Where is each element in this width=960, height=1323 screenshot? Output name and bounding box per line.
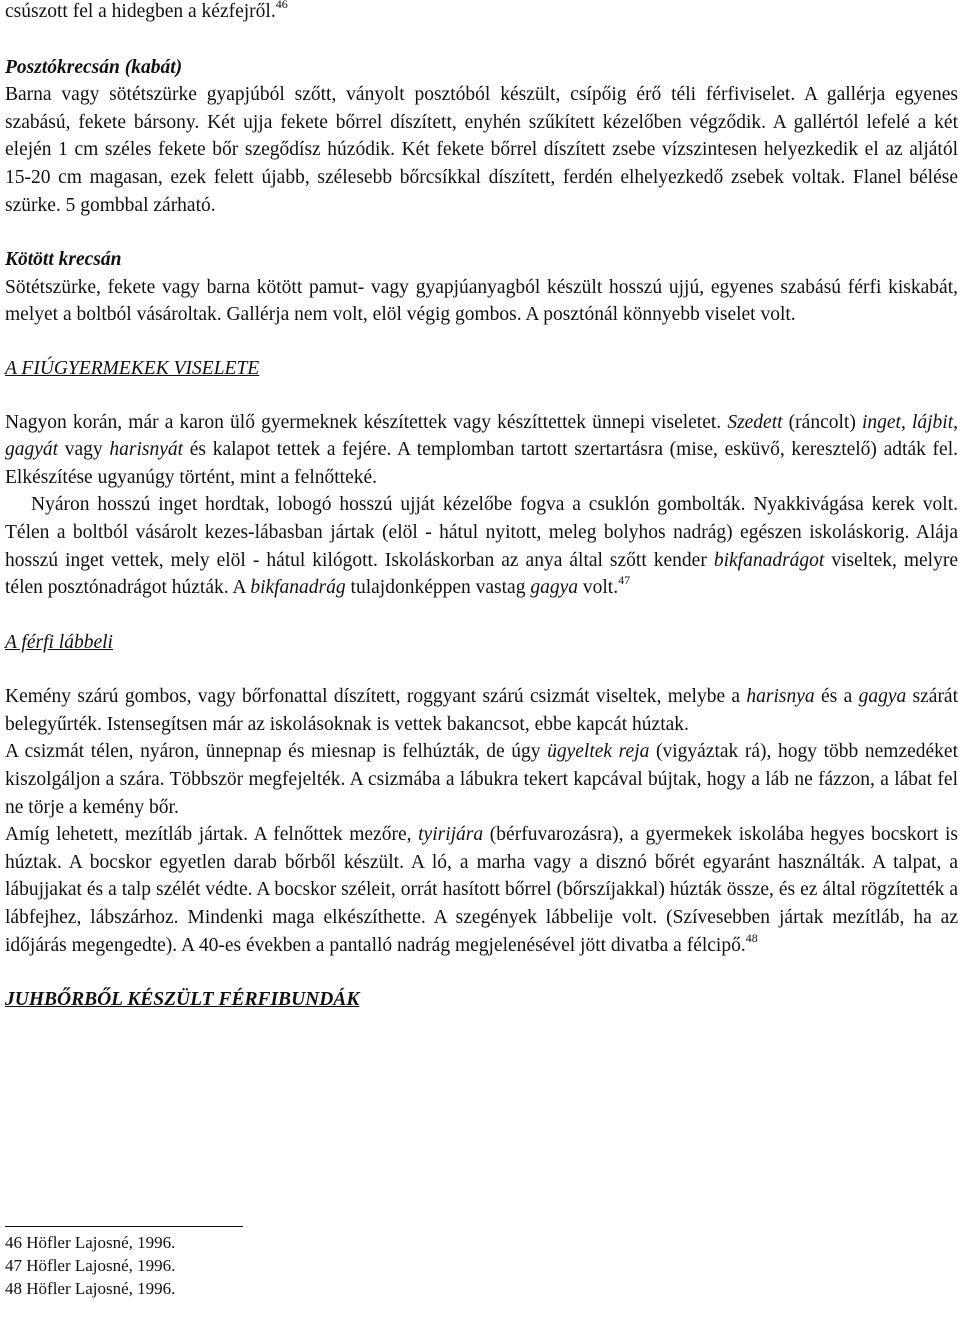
paragraph-labbeli-2: A csizmát télen, nyáron, ünnepnap és miesnap is felhúzták, de úgy ügyeltek reja (vigyáztak rá), hogy több nemzedéket kiszolgáljon a szára. Többször megfejelték. A csizmába a lábukra tekert kapcával bújtak, hogy a láb ne fázzon, a lábat fel ne törje a kemény bőr.: [5, 741, 958, 818]
paragraph-labbeli-3: Amíg lehetett, mezítláb jártak. A felnőttek mezőre, tyirijára (bérfuvarozásra), a gyermekek iskolába hegyes bocskort is húztak. A bocskor egyetlen darab bőrből készült. A ló, a marha vagy a disznó bőrét egyaránt használták. A talpat, a lábujjakat és a talp szélét védte. A bocskor széleit, orrát hasított bőrrel (bőrszíjakkal) húzták össze, és ez által rögzítették a lábfejhez, lábszárhoz. Mindenki maga elkészíthette. A szegények lábbelije volt. (Szívesebben jártak mezítláb, ha az időjárás megengedte). A 40-es években a pantalló nadrág megjelenésével jött divatba a félcipő.$^{48}$: [5, 824, 958, 956]
footnote-ref-48: 48: [745, 930, 758, 945]
section-heading-kotott-krecsan: Kötött krecsán: [5, 249, 122, 271]
footnote-48: 48 Höfler Lajosné, 1996.: [5, 1279, 176, 1298]
section-title-ferfi-labbeli: A férfi lábbeli: [5, 631, 113, 653]
paragraph-fiu-1: Nagyon korán, már a karon ülő gyermeknek készítettek vagy készíttettek ünnepi viseletet. Szedett (ráncolt) inget, lájbit, gagyát vagy harisnyát és kalapot tettek a fejére. A templomban tartott szertartásra (mise, esküvő, keresztelő) adták fel. Elkészítése ugyanúgy történt, mint a felnőtteké.: [5, 411, 958, 488]
footnote-47: 47 Höfler Lajosné, 1996.: [5, 1256, 176, 1275]
paragraph-fiu-2: Nyáron hosszú inget hordtak, lobogó hosszú ujját kézelőbe fogva a csuklón gombolták. Nyakkivágása kerek volt. Télen a boltból vásárolt kezes-lábasban jártak (elöl - hátul nyitott, meleg bolyhos nadrág) egészen iskoláskorig. Alája hosszú inget vettek, mely elöl - hátul kilógott. Iskoláskorban az anya által szőtt kender bikfanadrágot viseltek, melyre télen posztónadrágot húzták. A bikfanadrág tulajdonképpen vastag gagya volt.$^{47}$: [5, 494, 958, 599]
paragraph-kotott-krecsan: Sötétszürke, fekete vagy barna kötött pamut- vagy gyapjúanyagból készült hosszú ujjú, egyenes szabású férfi kiskabát, melyet a boltból vásároltak. Gallérja nem volt, elöl végig gombos. A posztónál könnyebb viselet volt.: [5, 276, 958, 326]
document-body: [5, 0, 958, 1014]
footnote-ref-47: 47: [618, 573, 631, 588]
footnotes: [5, 1226, 505, 1300]
intro-line: csúszott fel a hidegben a kézfejről.$^{46}$: [5, 0, 958, 26]
paragraph-posztokrecsan: Barna vagy sötétszürke gyapjúból szőtt, ványolt posztóból készült, csípőig érő téli férfiviselet. A gallérja egyenes szabású, fekete bársony. Két ujja fekete bőrrel díszített, enyhén szűkített kézelőben végződik. A gallértól lefelé a két elején 1 cm széles fekete bőr szegődísz húzódik. Két fekete bőrrel díszített zsebe vízszintesen helyezkedik el az aljától 15-20 cm magasan, ezek felett újabb, szélesebb bőrcsíkkal díszített, ferdén elhelyezkedő zsebek voltak. Flanel bélése szürke. 5 gombbal zárható.: [5, 84, 958, 216]
section-heading-posztokrecsan: Posztókrecsán (kabát): [5, 56, 183, 78]
footnote-divider: [5, 1226, 243, 1227]
section-title-fiugyermekek: A FIÚGYERMEKEK VISELETE: [5, 357, 260, 379]
footnote-ref-46: 46: [275, 0, 288, 11]
footnote-46: 46 Höfler Lajosné, 1996.: [5, 1233, 176, 1252]
paragraph-labbeli-1: Kemény szárú gombos, vagy bőrfonattal díszített, roggyant szárú csizmát viseltek, melybe a harisnya és a gagya szárát belegyűrték. Istensegítsen már az iskolásoknak is vettek bakancsot, ebbe kapcát húztak.: [5, 686, 959, 735]
section-title-juhborbol: JUHBŐRBŐL KÉSZÜLT FÉRFIBUNDÁK: [5, 989, 360, 1011]
